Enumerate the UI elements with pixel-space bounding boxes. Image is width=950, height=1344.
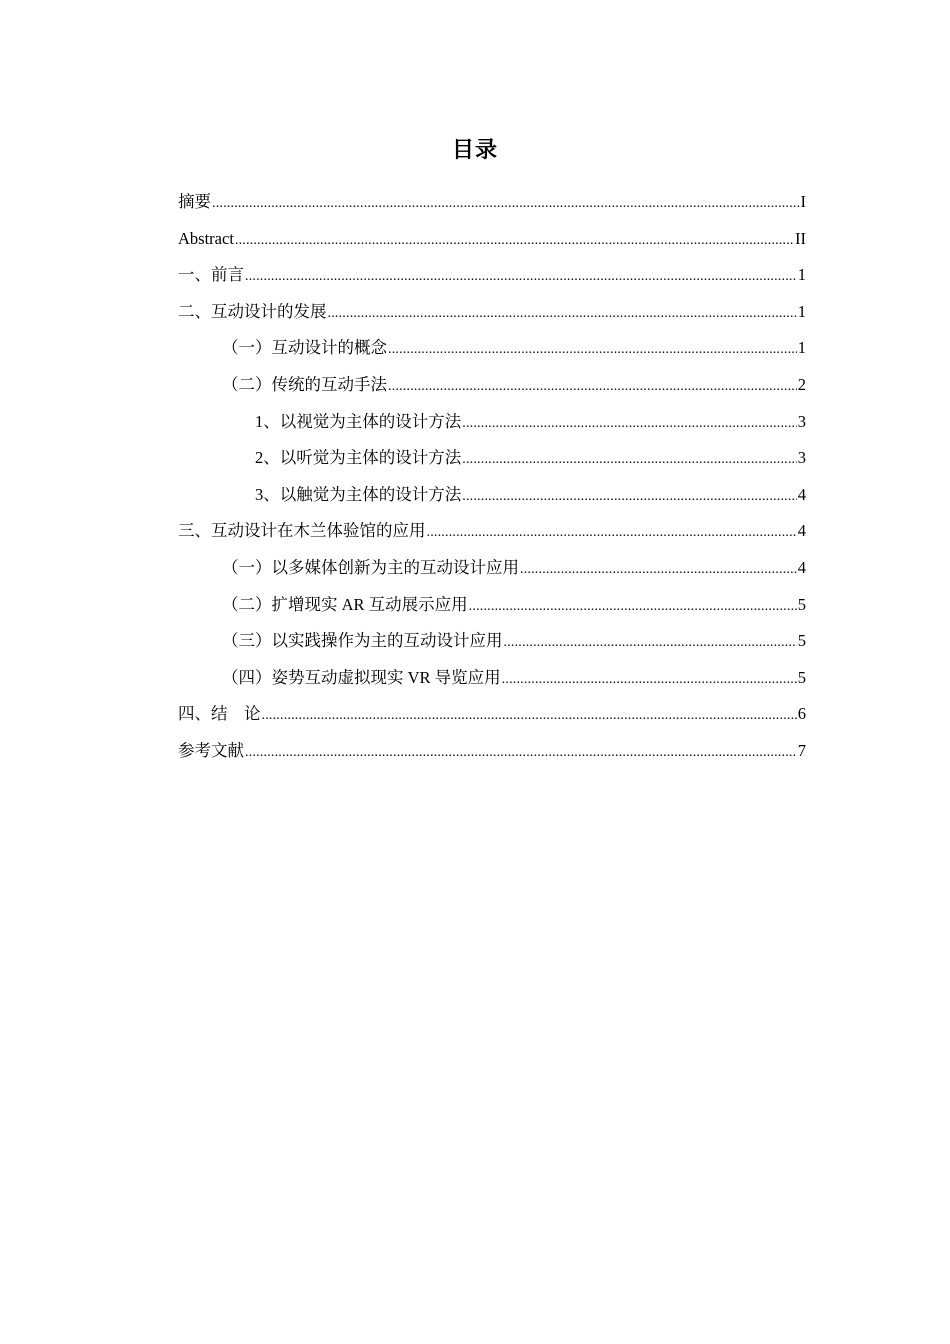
toc-entry[interactable]	[178, 477, 806, 514]
toc-page-number: I	[800, 192, 806, 211]
toc-page-number: 1	[797, 301, 806, 321]
toc-entry-text: 四、结 论	[178, 704, 261, 724]
toc-page-number: 5	[797, 631, 806, 651]
toc-page-number: 5	[797, 667, 806, 687]
toc-dot-leader	[262, 698, 797, 733]
toc-dot-leader	[469, 589, 797, 624]
toc-dot-leader	[245, 735, 797, 770]
toc-page-number: 6	[797, 704, 806, 724]
toc-entry[interactable]	[178, 440, 806, 477]
toc-page-number: 3	[797, 411, 806, 431]
toc-entry-text: 一、前言	[178, 265, 244, 285]
toc-entry-text: （三）以实践操作为主的互动设计应用	[222, 631, 503, 651]
toc-page-number: 1	[797, 338, 806, 358]
toc-entry-text: （一）互动设计的概念	[222, 338, 387, 358]
toc-dot-leader	[520, 552, 797, 587]
toc-page-number: 5	[797, 594, 806, 614]
toc-entry[interactable]	[178, 184, 806, 221]
toc-entry-text: Abstract	[178, 228, 234, 248]
toc-entry-text: 三、互动设计在木兰体验馆的应用	[178, 521, 426, 541]
toc-entry[interactable]	[178, 733, 806, 770]
toc-entry[interactable]	[178, 404, 806, 441]
toc-entry[interactable]	[178, 513, 806, 550]
toc-entry[interactable]	[178, 294, 806, 331]
toc-entry-text: 3、以触觉为主体的设计方法	[255, 484, 462, 504]
toc-dot-leader	[462, 406, 797, 441]
toc-entry-text: （二）传统的互动手法	[222, 374, 387, 394]
toc-page-number: 4	[797, 521, 806, 541]
toc-entry-text: （四）姿势互动虚拟现实 VR 导览应用	[222, 667, 501, 687]
toc-entry-text: （一）以多媒体创新为主的互动设计应用	[222, 557, 519, 577]
table-of-contents	[178, 184, 806, 770]
toc-entry[interactable]	[178, 623, 806, 660]
toc-entry[interactable]	[178, 330, 806, 367]
toc-dot-leader	[245, 259, 797, 294]
toc-entry-text: （二）扩增现实 AR 互动展示应用	[222, 594, 468, 614]
toc-entry-text: 1、以视觉为主体的设计方法	[255, 411, 462, 431]
toc-page-number: 2	[797, 374, 806, 394]
toc-entry[interactable]	[178, 221, 806, 258]
toc-page-number: 1	[797, 265, 806, 285]
toc-entry-text: 摘要	[178, 192, 211, 211]
toc-entry[interactable]	[178, 257, 806, 294]
toc-dot-leader	[212, 186, 800, 221]
toc-page-number: 4	[797, 484, 806, 504]
toc-page-number: II	[795, 228, 806, 248]
toc-dot-leader	[504, 625, 797, 660]
toc-dot-leader	[328, 296, 797, 331]
toc-entry-text: 2、以听觉为主体的设计方法	[255, 448, 462, 468]
toc-dot-leader	[462, 479, 797, 514]
toc-dot-leader	[502, 662, 797, 697]
toc-page-number: 7	[797, 740, 806, 760]
toc-dot-leader	[235, 223, 794, 258]
toc-entry[interactable]	[178, 660, 806, 697]
toc-title: 目录	[451, 138, 498, 163]
toc-entry[interactable]	[178, 367, 806, 404]
toc-dot-leader	[427, 515, 797, 550]
toc-entry[interactable]	[178, 550, 806, 587]
toc-dot-leader	[388, 332, 797, 367]
toc-entry[interactable]	[178, 587, 806, 624]
toc-entry-text: 二、互动设计的发展	[178, 301, 327, 321]
toc-dot-leader	[462, 442, 797, 477]
toc-page-number: 4	[797, 557, 806, 577]
toc-page-number: 3	[797, 448, 806, 468]
toc-entry[interactable]	[178, 696, 806, 733]
toc-entry-text: 参考文献	[178, 740, 244, 760]
toc-dot-leader	[388, 369, 797, 404]
